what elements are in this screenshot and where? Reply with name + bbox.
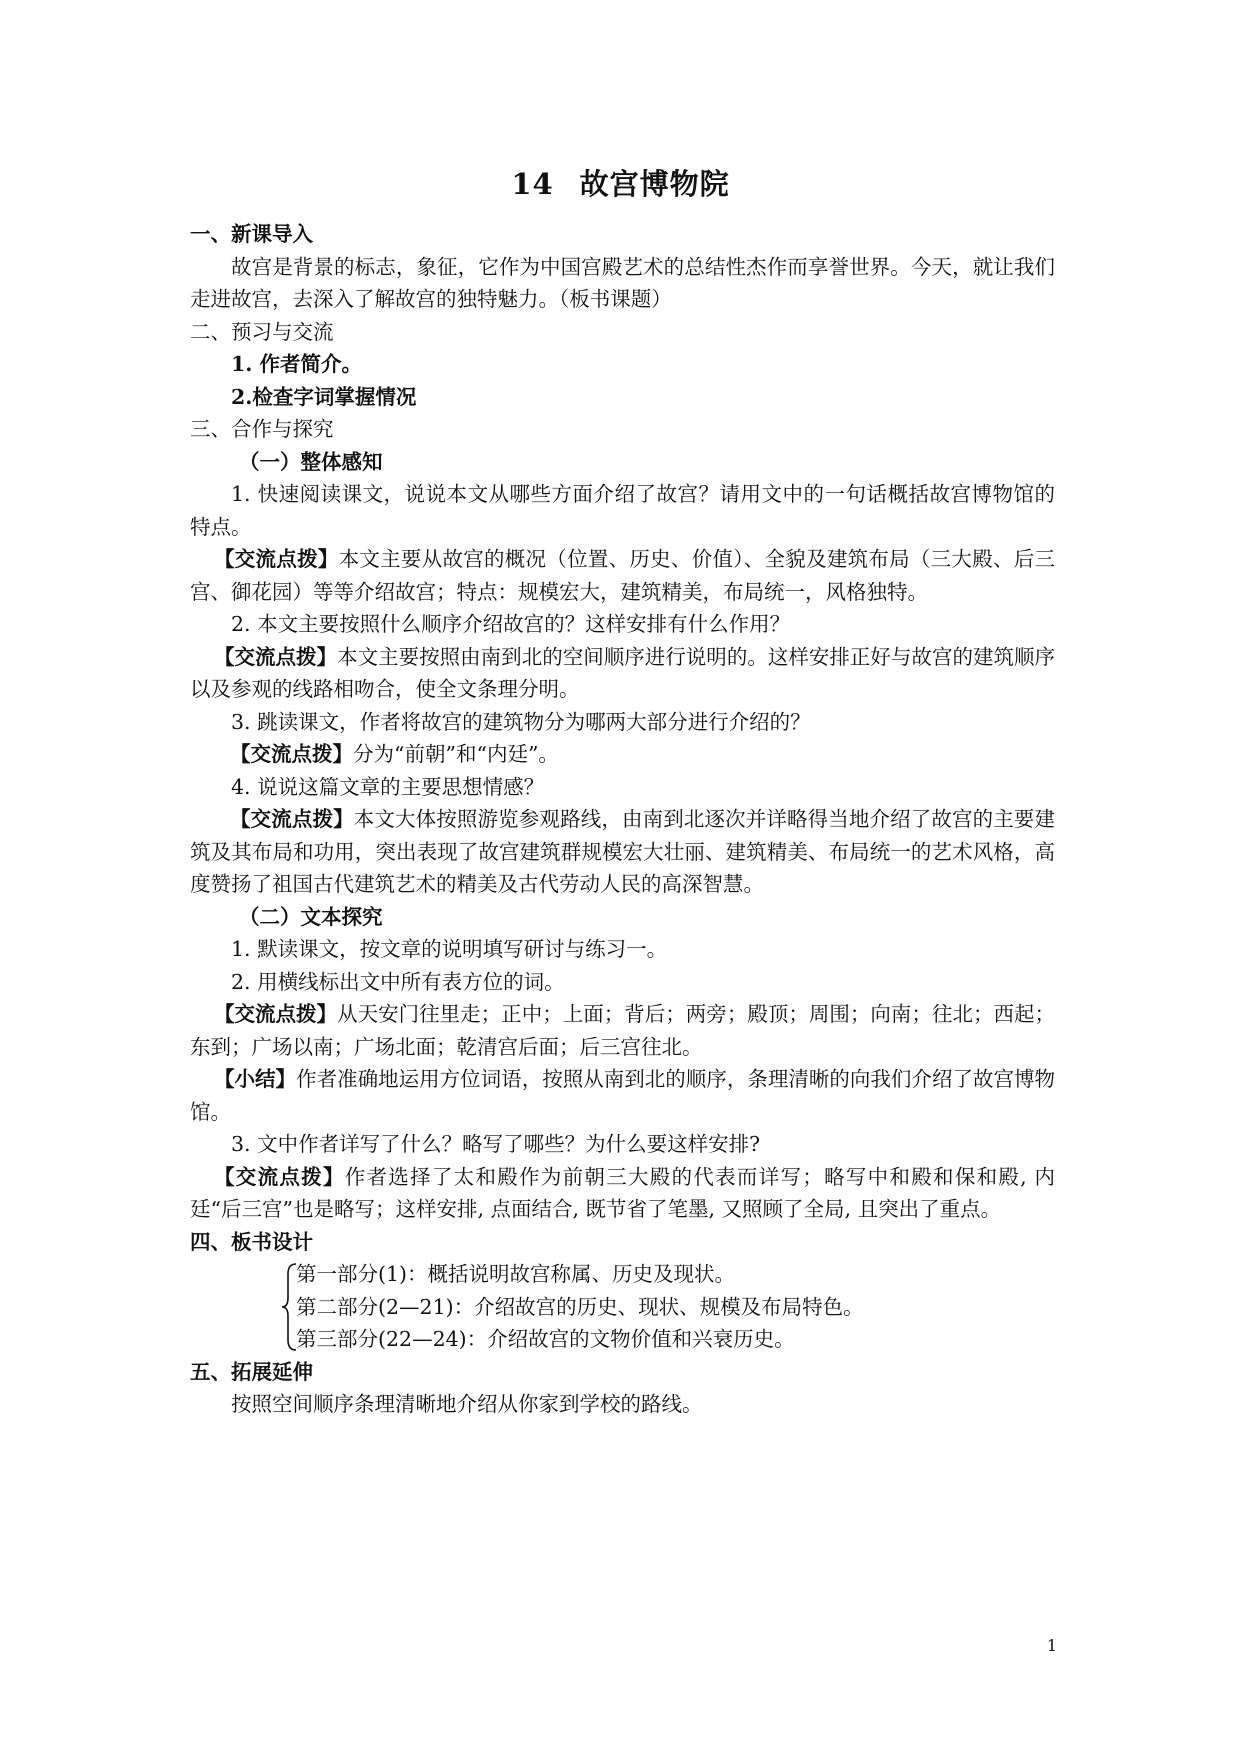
tip-label: 【交流点拨】 (214, 547, 339, 571)
tip-label: 【交流点拨】 (214, 644, 338, 669)
answer-2: 【交流点拨】本文主要按照由南到北的空间顺序进行说明的。这样安排正好与故宫的建筑顺序以及参观的线路相吻合，使全文条理分明。 (190, 644, 1056, 701)
answer-1: 【交流点拨】本文主要从故宫的概况（位置、历史、价值）、全貌及建筑布局（三大殿、后三宫、御花园）等等介绍故宫；特点：规模宏大，建筑精美，布局统一，风格独特。 (190, 547, 1056, 604)
item-author-intro: 1. 作者简介。 (231, 352, 363, 376)
answer-6: 【交流点拨】从天安门往里走；正中；上面；背后；两旁；殿顶；周围；向南；往北；西起；东到；广场以南；广场北面；乾清宫后面；后三宫往北。 (190, 1002, 1056, 1059)
question-7: 3. 文中作者详写了什么？略写了哪些？为什么要这样安排? (231, 1132, 761, 1156)
question-2: 2. 本文主要按照什么顺序介绍故宫的？这样安排有什么作用？ (231, 612, 791, 636)
question-3: 3. 跳读课文，作者将故宫的建筑物分为哪两大部分进行介绍的？ (231, 709, 811, 734)
title-number: 14 (511, 167, 554, 201)
section-heading-3: 三、合作与探究 (190, 417, 334, 441)
answer-4: 【交流点拨】本文大体按照游览参观路线，由南到北逐次并详略得当地介绍了故宫的主要建筑及其布局和功用，突出表现了故宫建筑群规模宏大壮丽、建筑精美、布局统一的艺术风格，高度赞扬了祖国古代建筑艺术的精美及古代劳动人民的高深智慧。 (190, 807, 1056, 896)
answer-3: 【交流点拨】分为“前朝”和“内廷”。 (230, 742, 559, 766)
tip-label: 【交流点拨】 (214, 1002, 338, 1026)
board-part-1: 第一部分(1)：概括说明故宫称属、历史及现状。 (296, 1262, 736, 1286)
section-heading-2: 二、预习与交流 (190, 319, 334, 344)
summary: 【小结】作者准确地运用方位词语，按照从南到北的顺序，条理清晰的向我们介绍了故宫博物馆。 (190, 1067, 1056, 1124)
question-5: 1. 默读课文，按文章的说明填写研讨与练习一。 (231, 937, 668, 961)
subheading-text-study: （二）文本探究 (239, 904, 383, 929)
section-heading-4: 四、板书设计 (190, 1229, 313, 1254)
tip-label: 【交流点拨】 (214, 1164, 345, 1189)
page-number: 1 (1046, 1636, 1057, 1655)
page-title (0, 162, 1241, 203)
answer-7: 【交流点拨】作者选择了太和殿作为前朝三大殿的代表而详写；略写中和殿和保和殿, 内廷“后三宫”也是略写；这样安排, 点面结合, 既节省了笔墨, 又照顾了全局, 且突出了重点。 (190, 1164, 1056, 1221)
title-text: 故宫博物院 (579, 167, 730, 201)
section-heading-1: 一、新课导入 (190, 222, 313, 246)
item-vocab-check: 2.检查字词掌握情况 (231, 384, 417, 409)
tip-label: 【交流点拨】 (230, 742, 353, 766)
question-1: 1. 快速阅读课文，说说本文从哪些方面介绍了故宫？请用文中的一句话概括故宫博物馆的特点。 (190, 482, 1055, 539)
board-design (190, 1258, 1055, 1356)
board-part-2: 第二部分(2—21)：介绍故宫的历史、现状、规模及布局特色。 (296, 1294, 864, 1319)
question-6: 2. 用横线标出文中所有表方位的词。 (231, 969, 565, 994)
section-heading-5: 五、拓展延伸 (190, 1359, 313, 1384)
document-body (190, 218, 1055, 1421)
summary-label: 【小结】 (214, 1067, 297, 1091)
intro-paragraph: 故宫是背景的标志，象征，它作为中国宫殿艺术的总结性杰作而享誉世界。今天，就让我们走进故宫，去深入了解故宫的独特魅力。（板书课题） (190, 254, 1055, 311)
extension-paragraph: 按照空间顺序条理清晰地介绍从你家到学校的路线。 (231, 1392, 703, 1416)
subheading-overall: （一）整体感知 (239, 449, 383, 474)
question-4: 4. 说说这篇文章的主要思想情感？ (231, 774, 545, 799)
board-part-3: 第三部分(22—24)：介绍故宫的文物价值和兴衰历史。 (296, 1327, 795, 1351)
tip-label: 【交流点拨】 (230, 807, 354, 831)
